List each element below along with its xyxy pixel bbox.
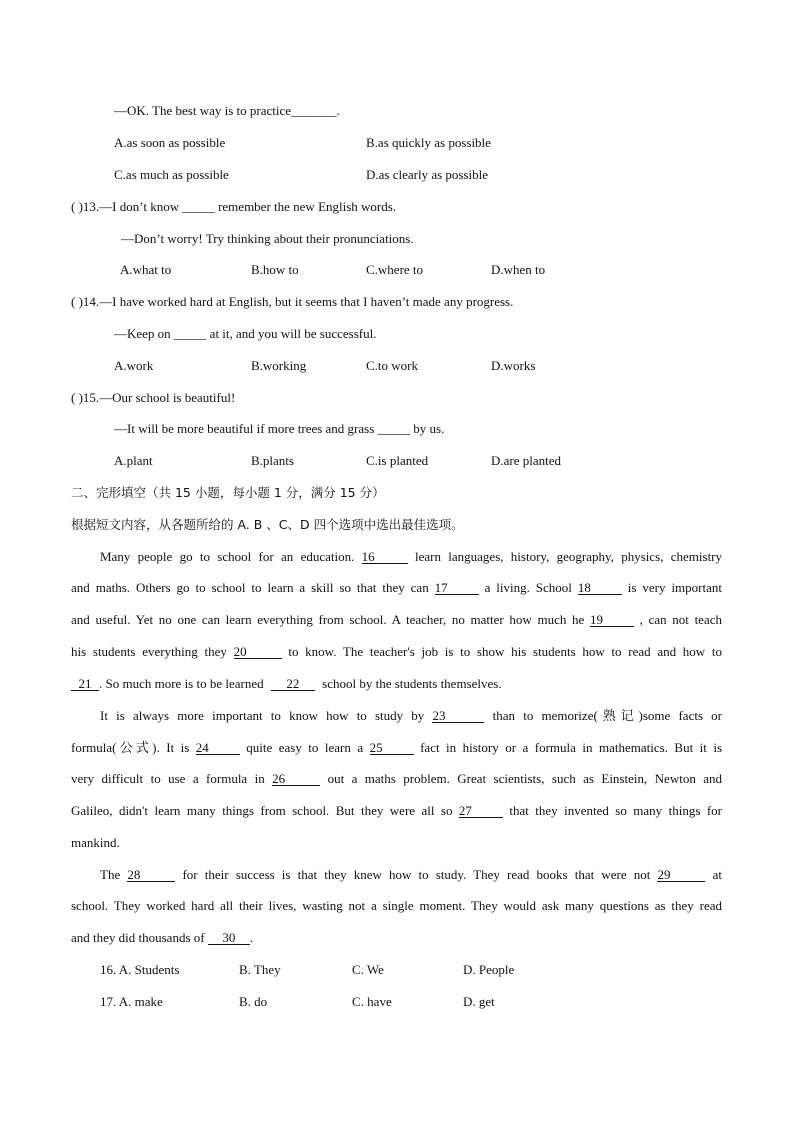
q13-option-a: A.what to bbox=[120, 262, 172, 277]
q16-option-d: D. People bbox=[463, 962, 515, 977]
passage-p2-line5: mankind. bbox=[71, 835, 120, 850]
blank-25: 25 bbox=[370, 741, 414, 755]
passage-p3-line3: and they did thousands of 30 . bbox=[71, 930, 254, 945]
q12-option-c: C.as much as possible bbox=[114, 167, 229, 182]
blank-17: 17 bbox=[435, 581, 479, 595]
passage-p1-line3: and useful. Yet no one can learn everything from school. A teacher, no matter how much he 19 , can not teach bbox=[71, 612, 722, 627]
passage-p3-line2: school. They worked hard all their lives, wasting not a single moment. They would ask many questions as they read bbox=[71, 898, 722, 913]
blank-27: 27 bbox=[459, 804, 503, 818]
q14-reply: —Keep on _____ at it, and you will be successful. bbox=[114, 326, 377, 341]
passage-p2-line3: very difficult to use a formula in 26 out a maths problem. Great scientists, such as Einstein, Newton and bbox=[71, 771, 723, 786]
q17-option-b: B. do bbox=[239, 994, 268, 1009]
q14-option-c: C.to work bbox=[366, 358, 418, 373]
q15-option-a: A.plant bbox=[114, 453, 153, 468]
q13-reply: —Don’t worry! Try thinking about their pronunciations. bbox=[121, 231, 414, 246]
passage-p1-line4: his students everything they 20 to know. The teacher's job is to show his students how to read and how to bbox=[71, 644, 723, 659]
q14-option-d: D.works bbox=[491, 358, 536, 373]
blank-19: 19 bbox=[590, 613, 634, 627]
q14-option-b: B.working bbox=[251, 358, 307, 373]
blank-20: 20 bbox=[234, 645, 282, 659]
q16-option-a: 16. A. Students bbox=[100, 962, 180, 977]
q12-answer-line: —OK. The best way is to practice_______. bbox=[114, 103, 340, 118]
q15-option-d: D.are planted bbox=[491, 453, 562, 468]
passage-p1-line1: Many people go to school for an education. 16 learn languages, history, geography, physics, chemistry bbox=[100, 549, 723, 564]
q13-stem: ( )13.—I don’t know _____ remember the new English words. bbox=[71, 199, 397, 214]
q16-option-b: B. They bbox=[239, 962, 281, 977]
blank-29: 29 bbox=[657, 868, 705, 882]
q12-option-d: D.as clearly as possible bbox=[366, 167, 489, 182]
q12-option-a: A.as soon as possible bbox=[114, 135, 226, 150]
q15-option-b: B.plants bbox=[251, 453, 294, 468]
blank-18: 18 bbox=[578, 581, 622, 595]
section-heading: 二、完形填空（共 15 小题，每小题 1 分，满分 15 分） bbox=[71, 485, 385, 500]
q15-stem: ( )15.—Our school is beautiful! bbox=[71, 390, 236, 405]
q17-option-a: 17. A. make bbox=[100, 994, 163, 1009]
passage-p2-line2: formula(公式). It is 24 quite easy to learn a 25 fact in history or a formula in mathematics. But it is bbox=[71, 740, 723, 755]
blank-22: 22 bbox=[271, 677, 315, 691]
blank-24: 24 bbox=[196, 741, 240, 755]
blank-30: 30 bbox=[208, 931, 250, 945]
q16-option-c: C. We bbox=[352, 962, 384, 977]
passage-p3-line1: The 28 for their success is that they knew how to study. They read books that were not 29 at bbox=[100, 867, 722, 882]
q15-reply: —It will be more beautiful if more trees and grass _____ by us. bbox=[114, 421, 445, 436]
q17-option-d: D. get bbox=[463, 994, 495, 1009]
blank-28: 28 bbox=[127, 868, 175, 882]
passage-p2-line1: It is always more important to know how to study by 23 than to memorize(熟记)some facts or bbox=[100, 708, 723, 723]
blank-21: 21 bbox=[71, 677, 99, 691]
section-instruction: 根据短文内容，从各题所给的 A. B 、C、D 四个选项中选出最佳选项。 bbox=[71, 517, 464, 532]
q17-option-c: C. have bbox=[352, 994, 392, 1009]
blank-23: 23 bbox=[432, 709, 484, 723]
q14-option-a: A.work bbox=[114, 358, 154, 373]
q12-option-b: B.as quickly as possible bbox=[366, 135, 491, 150]
q13-option-b: B.how to bbox=[251, 262, 299, 277]
passage-p1-line2: and maths. Others go to school to learn a skill so that they can 17 a living. School 18 is very important bbox=[71, 580, 722, 595]
q13-option-d: D.when to bbox=[491, 262, 546, 277]
q14-stem: ( )14.—I have worked hard at English, but it seems that I haven’t made any progress. bbox=[71, 294, 514, 309]
q13-option-c: C.where to bbox=[366, 262, 424, 277]
passage-p2-line4: Galileo, didn't learn many things from school. But they were all so 27 that they invented so many things for bbox=[71, 803, 722, 818]
q15-option-c: C.is planted bbox=[366, 453, 429, 468]
blank-26: 26 bbox=[272, 772, 320, 786]
blank-16: 16 bbox=[362, 550, 408, 564]
passage-p1-line5: 21 . So much more is to be learned 22 school by the students themselves. bbox=[71, 676, 502, 692]
